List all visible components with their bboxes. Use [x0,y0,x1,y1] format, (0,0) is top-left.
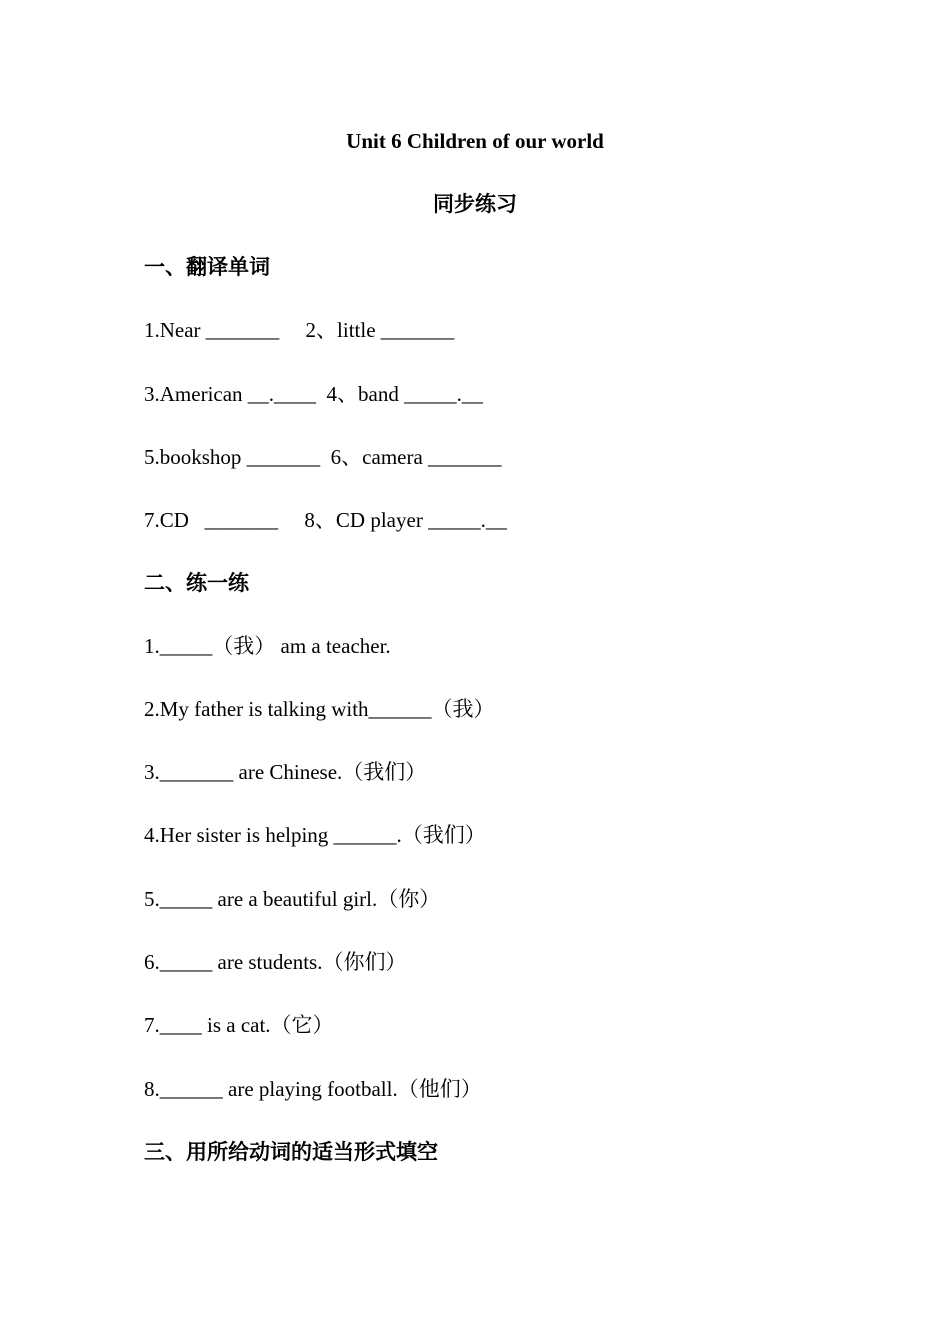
exercise-item: 4.Her sister is helping ______.（我们） [144,823,486,847]
exercise-item: 1._____（我） am a teacher. [144,634,391,658]
section-2-heading: 二、练一练 [144,571,249,595]
vocab-row: 1.Near _______ 2、little _______ [144,318,455,342]
vocab-row: 5.bookshop _______ 6、camera _______ [144,445,502,469]
exercise-item: 6._____ are students.（你们） [144,950,407,974]
vocab-row: 7.CD _______ 8、CD player _____.__ [144,508,507,532]
section-1-heading: 一、翻译单词 [144,255,270,279]
vocab-row: 3.American __.____ 4、band _____.__ [144,382,483,406]
exercise-item: 3._______ are Chinese.（我们） [144,760,427,784]
section-3-heading: 三、用所给动词的适当形式填空 [144,1140,438,1164]
document-title: Unit 6 Children of our world [346,129,604,153]
exercise-item: 2.My father is talking with______（我） [144,697,495,721]
exercise-item: 5._____ are a beautiful girl.（你） [144,887,441,911]
exercise-item: 8.______ are playing football.（他们） [144,1077,482,1101]
document-subtitle: 同步练习 [433,192,517,216]
exercise-item: 7.____ is a cat.（它） [144,1013,334,1037]
